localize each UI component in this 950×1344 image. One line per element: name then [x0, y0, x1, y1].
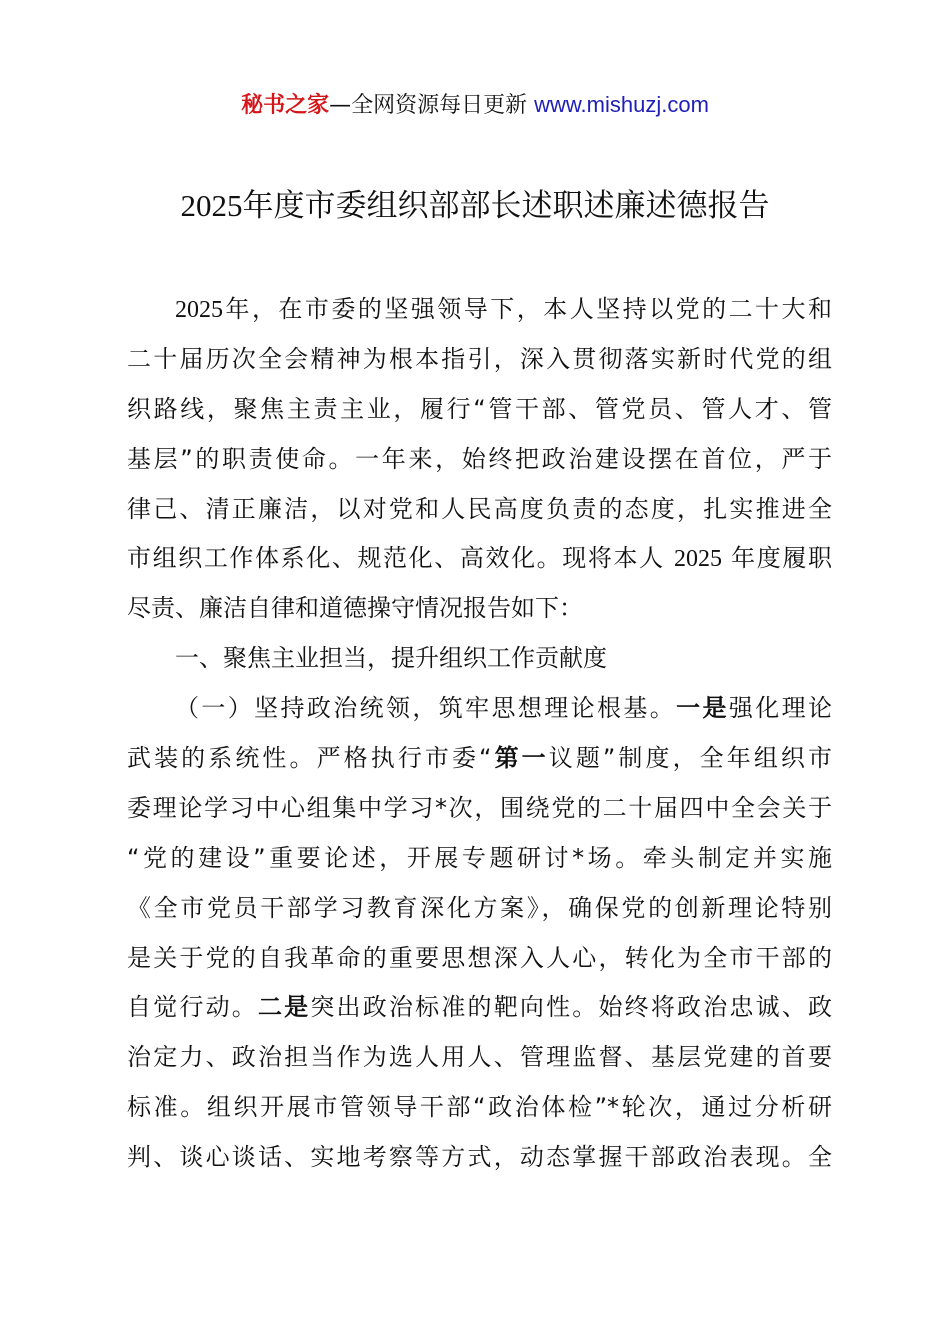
paragraph-line: 标准。组织开展市管领导干部“政治体检”*轮次，通过分析研	[127, 1093, 832, 1122]
paragraph-line: 尽责、廉洁自律和道德操守情况报告如下：	[127, 594, 583, 623]
body-year: 2025	[673, 546, 722, 573]
paragraph-line: 判、谈心谈话、实地考察等方式，动态掌握干部政治表现。全	[127, 1143, 832, 1172]
section-heading: 一、聚焦主业担当，提升组织工作贡献度	[175, 644, 607, 673]
bold-marker: 二是	[257, 993, 311, 1022]
document-title	[0, 184, 950, 228]
site-header	[0, 88, 950, 123]
paragraph-line: 治定力、政治担当作为选人用人、管理监督、基层党建的首要	[127, 1043, 832, 1072]
paragraph-line	[127, 684, 832, 734]
site-url-link[interactable]: www.mishuzj.com	[534, 92, 709, 117]
paragraph-line	[127, 285, 832, 335]
line-text: 年度履职	[721, 544, 832, 573]
line-text: 突出政治标准的靶向性。始终将政治忠诚、政	[310, 993, 832, 1022]
line-text: （一）坚持政治统领，筑牢思想理论根基。	[175, 694, 677, 723]
title-year: 2025	[180, 188, 243, 223]
paragraph-line: 二十届历次全会精神为根本指引，深入贯彻落实新时代党的组	[127, 344, 832, 373]
paragraph-line: 委理论学习中心组集中学习*次，围绕党的二十届四中全会关于	[127, 793, 832, 822]
paragraph-line: 基层”的职责使命。一年来，始终把政治建设摆在首位，严于	[127, 444, 832, 473]
line-text: 年，在市委的坚强领导下，本人坚持以党的二十大和	[223, 295, 832, 323]
line-text: 强化理论	[728, 694, 832, 723]
paragraph-line	[127, 534, 832, 584]
body-year: 2025	[175, 297, 223, 323]
paragraph-line: 《全市党员干部学习教育深化方案》，确保党的创新理论特别	[127, 893, 832, 922]
paragraph-line	[127, 734, 832, 784]
paragraph-line	[127, 983, 832, 1033]
paragraph-line: 是关于党的自我革命的重要思想深入人心，转化为全市干部的	[127, 943, 832, 972]
brand-name: 秘书之家	[241, 93, 330, 118]
header-slogan: —全网资源每日更新	[329, 93, 535, 118]
document-body	[127, 285, 832, 1183]
paragraph-line: 织路线，聚焦主责主业，履行“管干部、管党员、管人才、管	[127, 394, 832, 423]
line-text: 武装的系统性。严格执行市委“	[127, 744, 492, 773]
line-text: 自觉行动。	[127, 993, 258, 1022]
paragraph-line: “党的建设”重要论述，开展专题研讨*场。牵头制定并实施	[127, 843, 832, 872]
line-text: 市组织工作体系化、规范化、高效化。现将本人	[127, 544, 674, 573]
bold-marker: 一是	[676, 694, 729, 723]
title-text: 年度市委组织部部长述职述廉述德报告	[242, 188, 770, 224]
bold-marker: 第一	[491, 744, 549, 773]
paragraph-line: 律己、清正廉洁，以对党和人民高度负责的态度，扎实推进全	[127, 494, 832, 523]
line-text: 议题”制度，全年组织市	[548, 744, 832, 773]
